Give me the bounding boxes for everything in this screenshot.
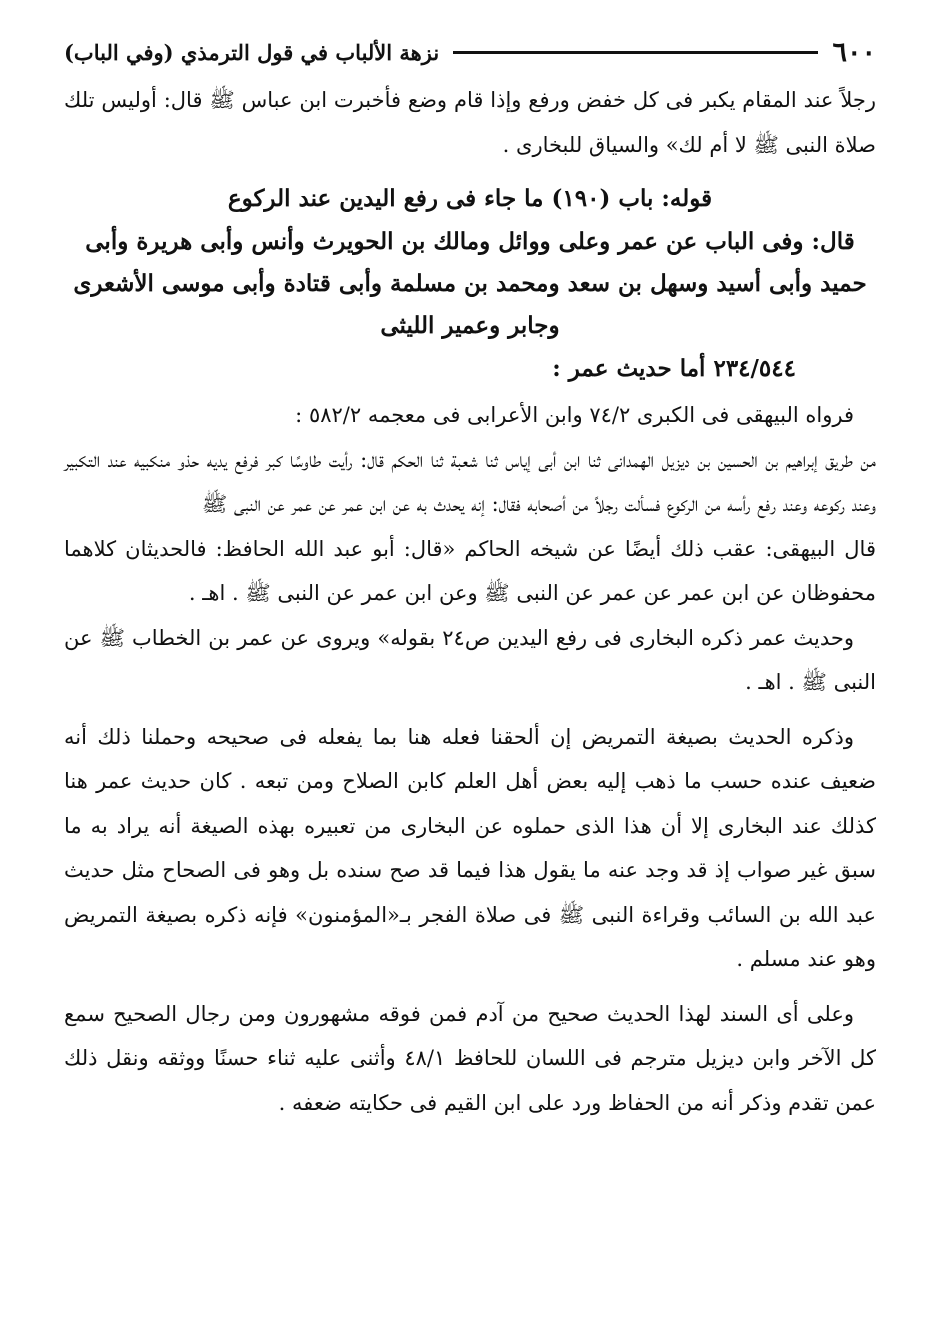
intro-paragraph: رجلاً عند المقام يكبر فى كل خفض ورفع وإذا قام وضع فأخبرت ابن عباس ﷺ قال: أوليس تلك صلاة النبى ﷺ لا أم لك» والسياق للبخارى . [64, 88, 876, 157]
body-paragraph: من طريق إبراهيم بن الحسين بن ديزيل الهمدانى ثنا ابن أبى إياس ثنا شعبة ثنا الحكم قال: رأيت طاوسًا كبر فرفع يديه حذو منكبيه عند التكبير وعند ركوعه وعند رفع رأسه من الركوع فسألت رجلاً من أصحابه فقال: إنه يحدث به عن ابن عمر عن عمر عن النبى ﷺ [64, 447, 876, 516]
book-page [64, 26, 876, 1320]
page-number: ٦٠٠ [832, 36, 876, 68]
body-paragraph: وذكره الحديث بصيغة التمريض إن ألحقنا فعله هنا بما يفعله فى صحيحه وحملنا ذلك أنه ضعيف عنده حسب ما ذهب إليه بعض أهل العلم كابن الصلاح ومن تبعه . كان حديث عمر هنا كذلك عند البخارى إلا أن هذا الذى حملوه عن البخارى من تعبيره بهذه الصيغة أنه يراد به ما سبق غير صواب إذ قد وجد عنه ما يقول هذا فيما قد صح سنده بل وهو فى الصحاح مثل حديث عبد الله بن السائب وقراءة النبى ﷺ فى صلاة الفجر بـ«المؤمنون» فإنه ذكره بصيغة التمريض وهو عند مسلم . [64, 724, 876, 971]
narration-text: قال: وفى الباب عن عمر وعلى ووائل ومالك بن الحويرث وأنس وأبى هريرة وأبى حميد وأبى أسيد وسهل بن سعد ومحمد بن مسلمة وأبى قتادة وأبى موسى الأشعرى وجابر وعمير الليثى [73, 228, 867, 339]
body-paragraph: وعلى أى السند لهذا الحديث صحيح من آدم فمن فوقه مشهورون ومن رجال الصحيح سمع كل الآخر وابن ديزيل مترجم فى اللسان للحافظ ٤٨/١ وأثنى عليه ثناء حسنًا ووثقه ونقل ذلك عمن تقدم وذكر أنه من الحفاظ ورد على ابن القيم فى حكايته ضعفه . [64, 1001, 876, 1115]
body-paragraph: فرواه البيهقى فى الكبرى ٧٤/٢ وابن الأعرابى فى معجمه ٥٨٢/٢ : [295, 403, 854, 427]
hadith-heading: ٢٣٤/٥٤٤ أما حديث عمر : [552, 355, 796, 382]
header-rule [453, 51, 818, 54]
body-paragraph: وحديث عمر ذكره البخارى فى رفع اليدين ص٢٤ بقوله» ويروى عن عمر بن الخطاب ﷺ عن النبى ﷺ . اهـ . [64, 625, 876, 694]
body-paragraph: قال البيهقى: عقب ذلك أيضًا عن شيخه الحاكم «قال: أبو عبد الله الحافظ: فالحديثان كلاهما محفوظان عن ابن عمر عن عمر عن النبى ﷺ وعن ابن عمر عن النبى ﷺ . اهـ . [64, 536, 876, 605]
running-header [64, 26, 876, 78]
header-title: نزهة الألباب في قول الترمذي (وفي الباب) [64, 39, 440, 65]
chapter-heading: قوله: باب (١٩٠) ما جاء فى رفع اليدين عند الركوع [227, 185, 713, 212]
